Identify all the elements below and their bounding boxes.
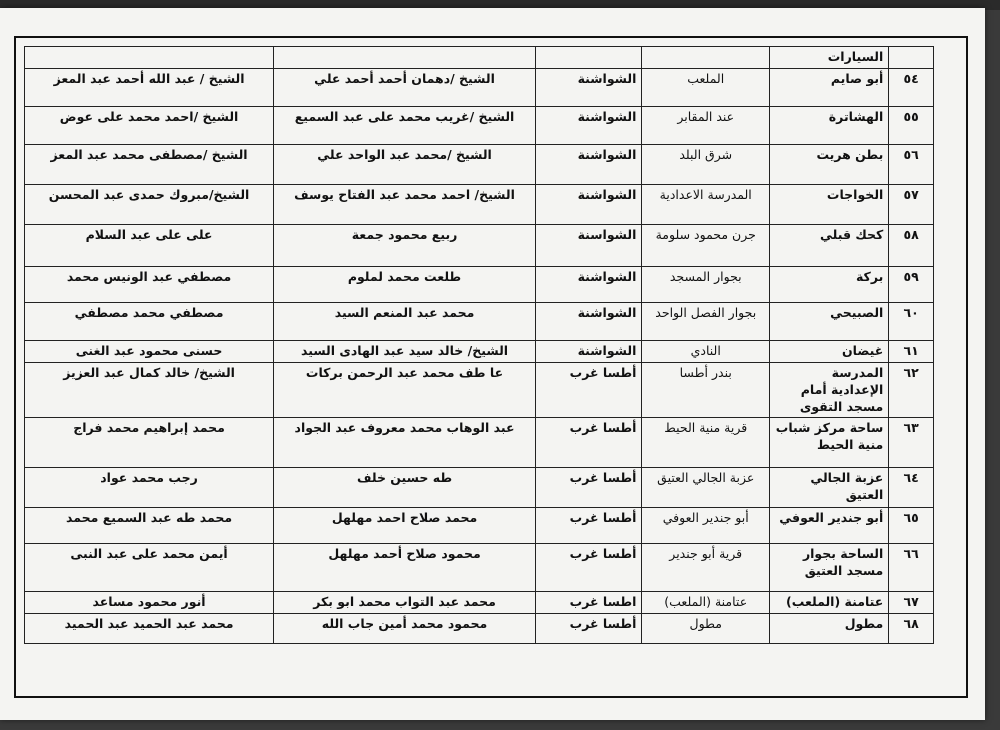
row-number: ٦٧: [889, 592, 934, 614]
representative-1-cell: محمود محمد أمين جاب الله: [274, 614, 536, 644]
representative-2-cell: مصطفي عبد الونيس محمد: [25, 266, 274, 302]
site-cell: عزبة الجالي العتيق: [642, 468, 770, 508]
site-cell: المدرسة الاعدادية: [642, 184, 770, 224]
site-cell: بندر أطسا: [642, 362, 770, 418]
representative-1-cell: طه حسين خلف: [274, 468, 536, 508]
representative-2-cell: الشيخ /احمد محمد على عوض: [25, 106, 274, 144]
table-row: [25, 508, 934, 544]
table-header-row: [25, 47, 934, 69]
table-row: [25, 362, 934, 418]
table-row: [25, 68, 934, 106]
center-cell: أطسا غرب: [535, 508, 641, 544]
representative-2-cell: الشيخ /مصطفى محمد عبد المعز: [25, 144, 274, 184]
representative-1-cell: محمد عبد التواب محمد ابو بكر: [274, 592, 536, 614]
row-number: ٦٤: [889, 468, 934, 508]
row-number: ٦١: [889, 340, 934, 362]
header-center: [535, 47, 641, 69]
village-cell: أبو صايم: [770, 68, 889, 106]
site-cell: عند المقابر: [642, 106, 770, 144]
village-cell: أبو جندير العوفي: [770, 508, 889, 544]
row-number: ٦٢: [889, 362, 934, 418]
center-cell: أطسا غرب: [535, 614, 641, 644]
row-number: ٥٥: [889, 106, 934, 144]
representative-1-cell: الشيخ /محمد عبد الواحد علي: [274, 144, 536, 184]
village-cell: الهشاترة: [770, 106, 889, 144]
center-cell: الشواسنة: [535, 224, 641, 266]
header-rep1: [274, 47, 536, 69]
center-cell: أطسا غرب: [535, 544, 641, 592]
center-cell: الشواشنة: [535, 144, 641, 184]
site-cell: بجوار المسجد: [642, 266, 770, 302]
village-cell: كحك قبلي: [770, 224, 889, 266]
table-row: [25, 592, 934, 614]
site-cell: عتامنة (الملعب): [642, 592, 770, 614]
table-row: [25, 544, 934, 592]
table-row: [25, 418, 934, 468]
row-number: ٥٨: [889, 224, 934, 266]
row-number: ٥٩: [889, 266, 934, 302]
representative-2-cell: على على عبد السلام: [25, 224, 274, 266]
header-rep2: [25, 47, 274, 69]
village-cell: الخواجات: [770, 184, 889, 224]
representative-2-cell: أنور محمود مساعد: [25, 592, 274, 614]
table-row: [25, 184, 934, 224]
village-cell: غيضان: [770, 340, 889, 362]
row-number: ٥٦: [889, 144, 934, 184]
center-cell: الشواشنة: [535, 184, 641, 224]
row-number: ٥٧: [889, 184, 934, 224]
row-number: ٦٥: [889, 508, 934, 544]
header-site: [642, 47, 770, 69]
table-row: [25, 302, 934, 340]
row-number: ٦٠: [889, 302, 934, 340]
committees-table: [24, 46, 934, 644]
representative-1-cell: الشيخ /دهمان أحمد أحمد علي: [274, 68, 536, 106]
representative-1-cell: الشيخ /غريب محمد على عبد السميع: [274, 106, 536, 144]
center-cell: أطسا غرب: [535, 418, 641, 468]
village-cell: مطول: [770, 614, 889, 644]
table-row: [25, 468, 934, 508]
representative-1-cell: الشيخ/ احمد محمد عبد الفتاح يوسف: [274, 184, 536, 224]
table-row: [25, 266, 934, 302]
representative-1-cell: طلعت محمد لملوم: [274, 266, 536, 302]
village-cell: المدرسة الإعدادية أمام مسجد التقوى: [770, 362, 889, 418]
site-cell: أبو جندير العوفي: [642, 508, 770, 544]
center-cell: الشواشنة: [535, 106, 641, 144]
village-cell: بطن هريت: [770, 144, 889, 184]
site-cell: مطول: [642, 614, 770, 644]
row-number: ٦٣: [889, 418, 934, 468]
representative-2-cell: الشيخ / عبد الله أحمد عبد المعز: [25, 68, 274, 106]
village-cell: الصبيحي: [770, 302, 889, 340]
table-row: [25, 224, 934, 266]
site-cell: قرية منية الحيط: [642, 418, 770, 468]
table-row: [25, 144, 934, 184]
row-number: ٦٨: [889, 614, 934, 644]
center-cell: أطسا غرب: [535, 362, 641, 418]
representative-2-cell: مصطفي محمد مصطفي: [25, 302, 274, 340]
center-cell: أطسا غرب: [535, 468, 641, 508]
representative-2-cell: أيمن محمد على عبد النبى: [25, 544, 274, 592]
representative-2-cell: حسنى محمود عبد الغنى: [25, 340, 274, 362]
center-cell: الشواشنة: [535, 302, 641, 340]
representative-1-cell: ربيع محمود جمعة: [274, 224, 536, 266]
center-cell: اطسا غرب: [535, 592, 641, 614]
representative-1-cell: عا طف محمد عبد الرحمن بركات: [274, 362, 536, 418]
table-row: [25, 106, 934, 144]
representative-2-cell: محمد طه عبد السميع محمد: [25, 508, 274, 544]
village-cell: الساحة بجوار مسجد العتيق: [770, 544, 889, 592]
representative-2-cell: محمد إبراهيم محمد فراج: [25, 418, 274, 468]
header-village: السيارات: [770, 47, 889, 69]
representative-2-cell: الشيخ/ خالد كمال عبد العزيز: [25, 362, 274, 418]
representative-1-cell: الشيخ/ خالد سيد عبد الهادى السيد: [274, 340, 536, 362]
representative-2-cell: رجب محمد عواد: [25, 468, 274, 508]
site-cell: الملعب: [642, 68, 770, 106]
village-cell: عتامنة (الملعب): [770, 592, 889, 614]
row-number: ٦٦: [889, 544, 934, 592]
header-num: [889, 47, 934, 69]
site-cell: بجوار الفصل الواحد: [642, 302, 770, 340]
village-cell: ساحة مركز شباب منية الحيط: [770, 418, 889, 468]
row-number: ٥٤: [889, 68, 934, 106]
representative-2-cell: محمد عبد الحميد عبد الحميد: [25, 614, 274, 644]
site-cell: قرية أبو جندير: [642, 544, 770, 592]
site-cell: النادي: [642, 340, 770, 362]
representative-1-cell: محمد عبد المنعم السيد: [274, 302, 536, 340]
center-cell: الشواشنة: [535, 266, 641, 302]
representative-1-cell: محمود صلاح أحمد مهلهل: [274, 544, 536, 592]
center-cell: الشواشنة: [535, 340, 641, 362]
site-cell: شرق البلد: [642, 144, 770, 184]
table-row: [25, 614, 934, 644]
table-row: [25, 340, 934, 362]
center-cell: الشواشنة: [535, 68, 641, 106]
site-cell: جرن محمود سلومة: [642, 224, 770, 266]
representative-1-cell: عبد الوهاب محمد معروف عبد الجواد: [274, 418, 536, 468]
representative-2-cell: الشيخ/مبروك حمدى عبد المحسن: [25, 184, 274, 224]
representative-1-cell: محمد صلاح احمد مهلهل: [274, 508, 536, 544]
village-cell: عزبة الجالي العتيق: [770, 468, 889, 508]
village-cell: بركة: [770, 266, 889, 302]
